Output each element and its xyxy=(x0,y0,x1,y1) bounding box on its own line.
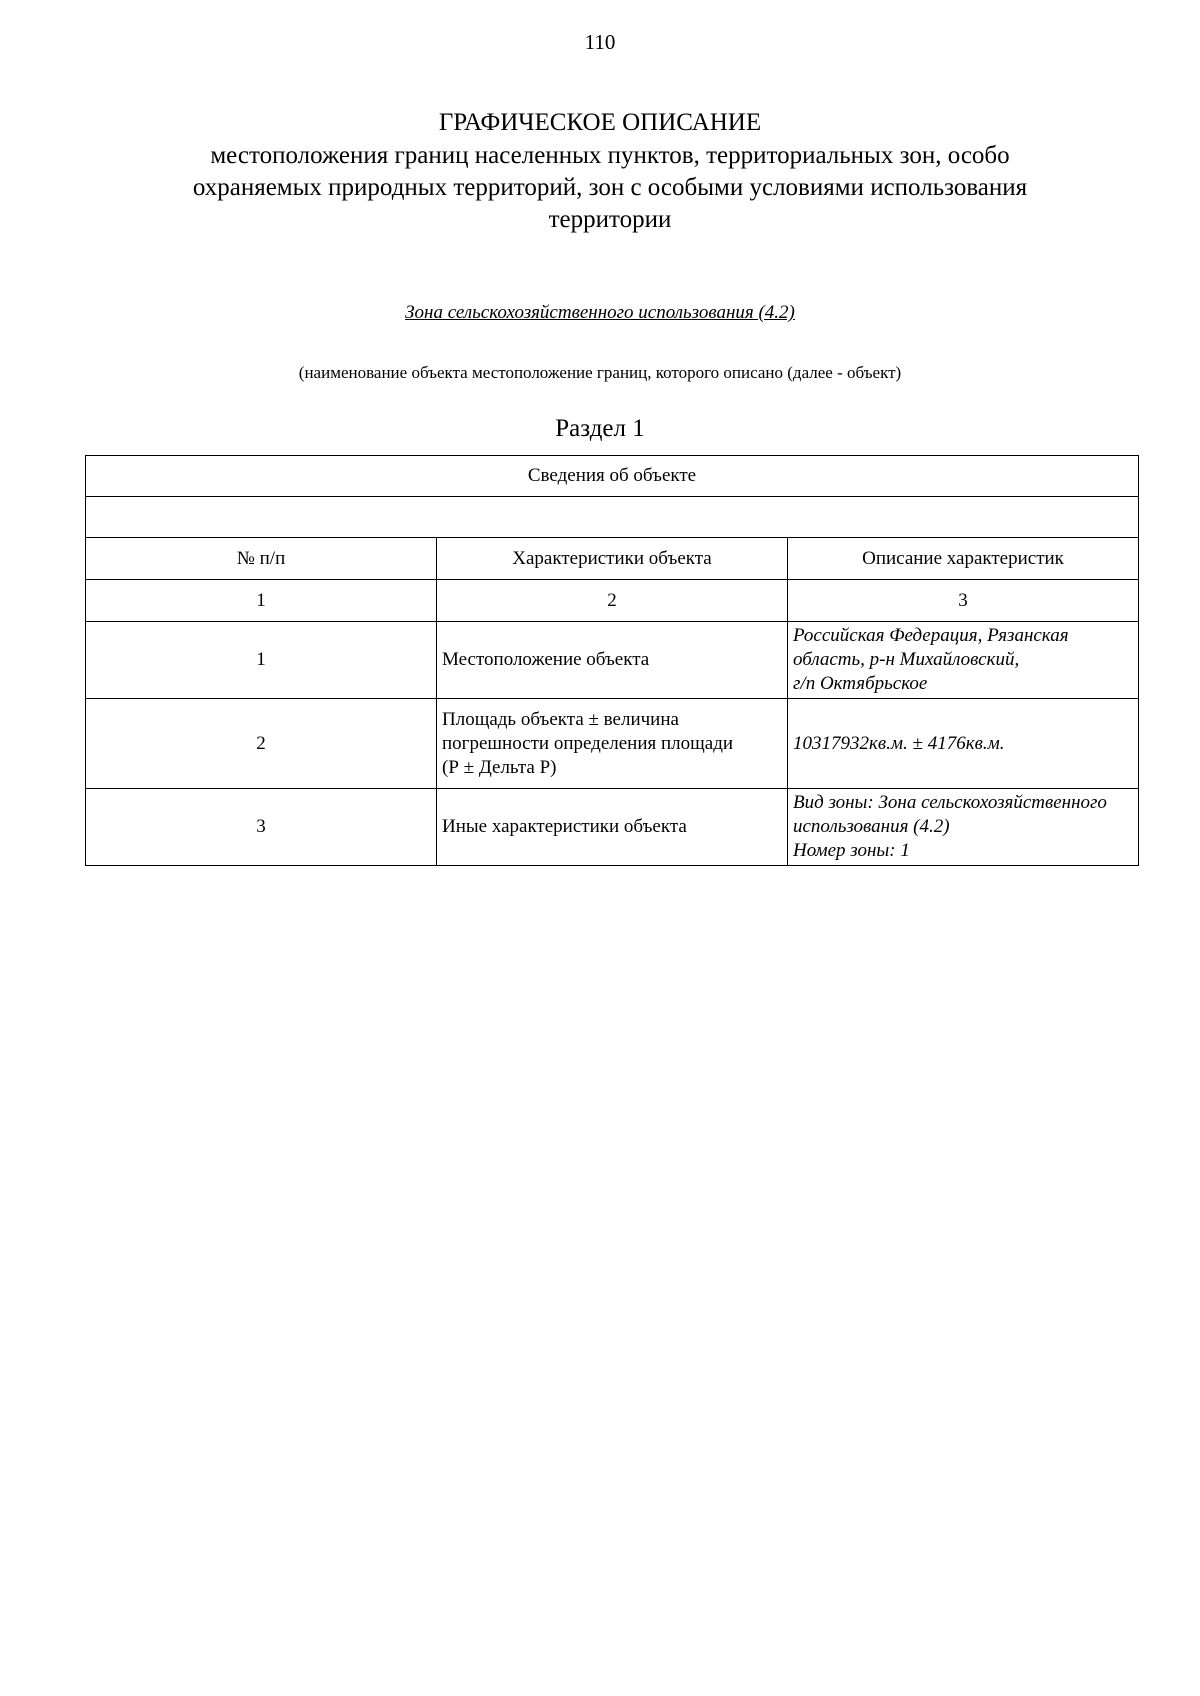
row-description xyxy=(788,622,1139,699)
characteristic-line: (Р ± Дельта Р) xyxy=(442,756,557,778)
table-row xyxy=(86,622,1139,699)
table-column-numbers xyxy=(86,580,1139,622)
row-number: 3 xyxy=(86,789,437,866)
description-line: Номер зоны: 1 xyxy=(793,840,910,861)
description-line: Вид зоны: Зона сельскохозяйственного использования (4.2) xyxy=(793,792,1107,837)
section-title: Раздел 1 xyxy=(555,415,645,442)
table-row xyxy=(86,789,1139,866)
characteristic-line: Площадь объекта ± величина xyxy=(442,708,679,730)
column-number: 2 xyxy=(437,580,788,622)
row-description xyxy=(788,699,1139,789)
document-subtitle xyxy=(130,140,1090,236)
object-name-caption: (наименование объекта местоположение границ, которого описано (далее - объект) xyxy=(298,363,902,382)
table-header-row xyxy=(86,456,1139,497)
subtitle-line: охраняемых природных территорий, зон с особыми условиями использования xyxy=(192,174,1028,201)
object-name: Зона сельскохозяйственного использования (4.2) xyxy=(405,302,795,323)
column-header-number: № п/п xyxy=(86,538,437,580)
page-number: 110 xyxy=(584,30,616,54)
document-title: ГРАФИЧЕСКОЕ ОПИСАНИЕ xyxy=(438,109,762,136)
column-number: 1 xyxy=(86,580,437,622)
object-info-table xyxy=(85,455,1139,866)
description-line: Российская Федерация, Рязанская область, р-н Михайловский, xyxy=(793,625,1069,670)
description-line: г/п Октябрьское xyxy=(793,673,928,694)
column-header-description: Описание характеристик xyxy=(788,538,1139,580)
subtitle-line: местоположения границ населенных пунктов, территориальных зон, особо xyxy=(210,142,1010,169)
characteristic-line: Иные характеристики объекта xyxy=(442,816,687,837)
characteristic-line: погрешности определения площади xyxy=(442,732,734,754)
table-row xyxy=(86,699,1139,789)
table-blank-row xyxy=(86,497,1139,538)
row-characteristic xyxy=(437,622,788,699)
row-description xyxy=(788,789,1139,866)
description-line: 10317932кв.м. ± 4176кв.м. xyxy=(793,732,1005,754)
row-characteristic xyxy=(437,699,788,789)
characteristic-line: Местоположение объекта xyxy=(442,649,650,670)
row-number: 1 xyxy=(86,622,437,699)
table-header: Сведения об объекте xyxy=(86,456,1139,497)
table-blank-cell xyxy=(86,497,1139,538)
column-header-characteristic: Характеристики объекта xyxy=(437,538,788,580)
row-number: 2 xyxy=(86,699,437,789)
subtitle-line: территории xyxy=(548,206,672,233)
column-number: 3 xyxy=(788,580,1139,622)
table-column-headers xyxy=(86,538,1139,580)
row-characteristic xyxy=(437,789,788,866)
